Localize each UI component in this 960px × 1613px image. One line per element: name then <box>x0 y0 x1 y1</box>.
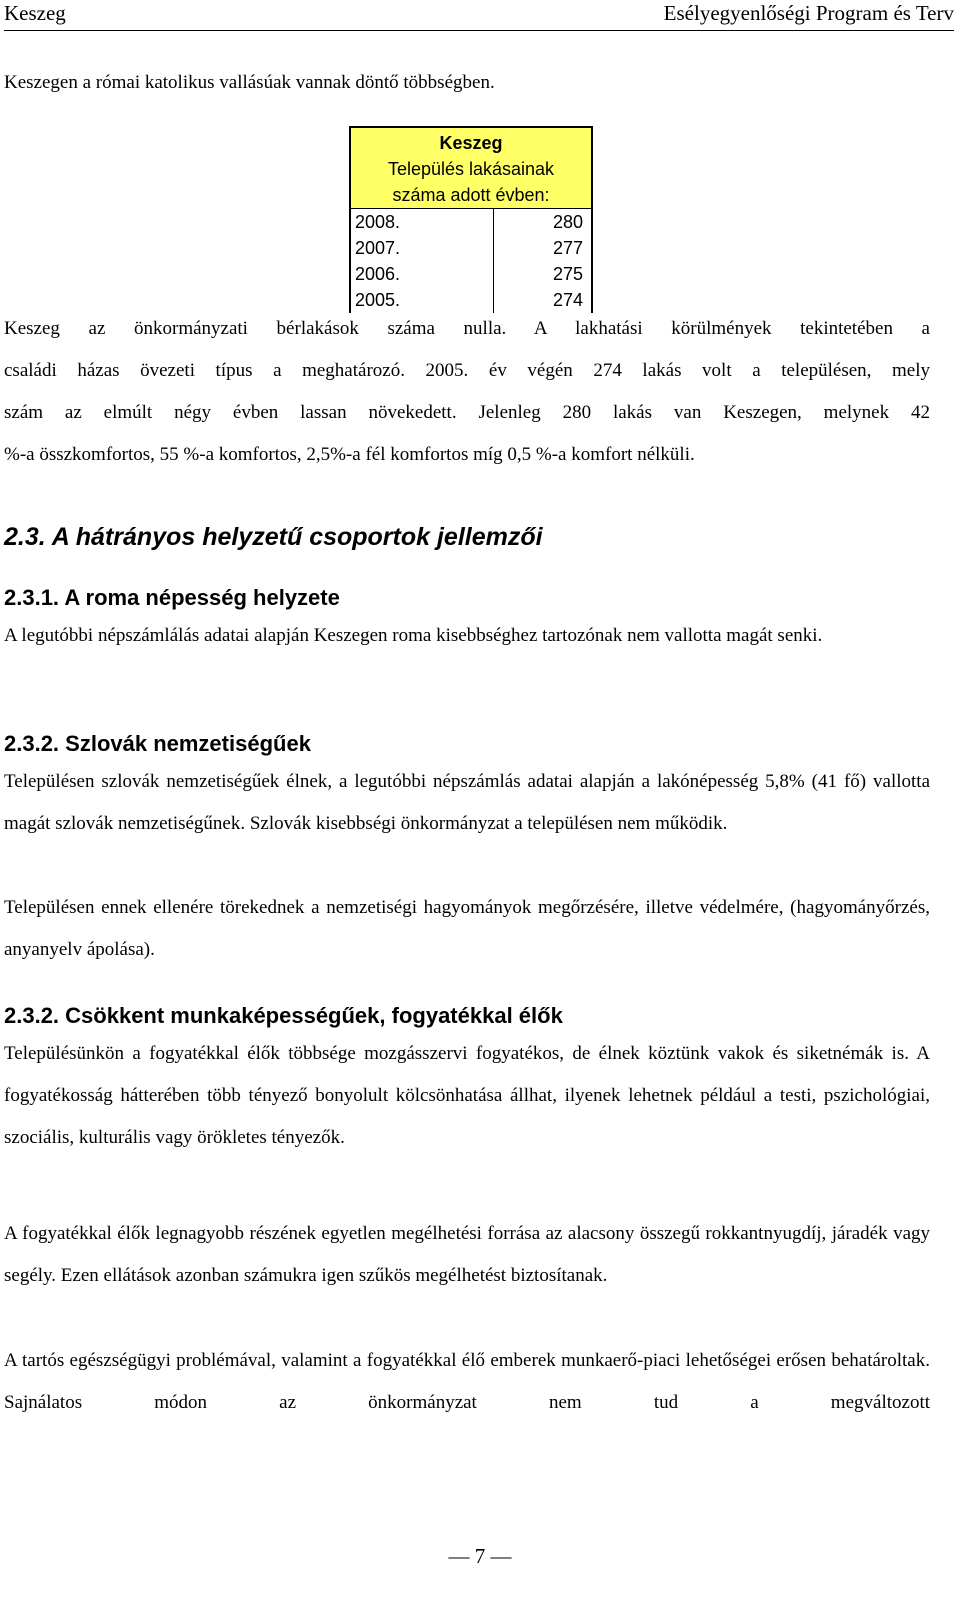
disabled-paragraph-2: A fogyatékkal élők legnagyobb részének egyetlen megélhetési forrása az alacsony összegű rokkantnyugdíj, járadék vagy segély. Ezen ellátások azonban számukra igen szűkös megélhetést biztosítanak. <box>4 1223 930 1286</box>
disabled-paragraph-3: A tartós egészségügyi problémával, valamint a fogyatékkal élő emberek munkaerő-piaci lehetőségei erősen behatároltak. Sajnálatos módon az önkormányzat nem tud a megváltozott <box>4 1350 930 1413</box>
table-year: 2006. <box>351 261 494 287</box>
table-year: 2007. <box>351 235 494 261</box>
table-year: 2008. <box>351 209 494 235</box>
disabled-paragraph-1: Településünkön a fogyatékkal élők többsége mozgásszervi fogyatékos, de élnek köztünk vakok és siketnémák is. A fogyatékosság hátterében több tényező bonyolult kölcsönhatása állhat, ilyenek lehetnek például a testi, pszichológiai, szociális, kulturális vagy örökletes tényezők. <box>4 1043 930 1148</box>
header-left: Keszeg <box>4 1 66 25</box>
housing-table <box>349 126 593 313</box>
section-heading-2-3-2-disabled: 2.3.2. Csökkent munkaképességűek, fogyatékkal élők <box>4 1003 563 1028</box>
table-value: 277 <box>552 238 583 258</box>
section-heading-2-3: 2.3. A hátrányos helyzetű csoportok jellemzői <box>4 523 543 551</box>
table-value: 275 <box>552 264 583 284</box>
roma-paragraph: A legutóbbi népszámlálás adatai alapján Keszegen roma kisebbséghez tartozónak nem vallotta magát senki. <box>4 625 823 646</box>
table-row <box>351 209 591 235</box>
housing-line-2: családi házas övezeti típus a meghatározó. 2005. év végén 274 lakás volt a településen, mely <box>4 360 930 381</box>
table-title: Keszeg <box>439 133 503 153</box>
header-right: Esélyegyenlőségi Program és Terv <box>663 1 954 25</box>
housing-line-3: szám az elmúlt négy évben lassan növekedett. Jelenleg 280 lakás van Keszegen, melynek 42 <box>4 402 930 423</box>
table-row <box>351 261 591 287</box>
section-heading-2-3-1: 2.3.1. A roma népesség helyzete <box>4 585 340 610</box>
slovak-paragraph-1: Településen szlovák nemzetiségűek élnek, a legutóbbi népszámlás adatai alapján a lakónépesség 5,8% (41 fő) vallotta magát szlovák nemzetiségűnek. Szlovák kisebbségi önkormányzat a településen nem működik. <box>4 771 930 834</box>
section-heading-2-3-2-slovak: 2.3.2. Szlovák nemzetiségűek <box>4 731 311 756</box>
table-year: 2005. <box>351 287 494 313</box>
page-footer <box>0 1544 960 1569</box>
table-subtitle-2: száma adott évben: <box>392 185 550 205</box>
slovak-paragraph-2: Településen ennek ellenére törekednek a nemzetiségi hagyományok megőrzésére, illetve védelmére, (hagyományőrzés, anyanyelv ápolása). <box>4 897 930 960</box>
page-header <box>4 0 954 31</box>
table-value: 274 <box>552 290 583 310</box>
housing-paragraph <box>4 308 930 476</box>
page-number: — 7 — <box>448 1544 512 1568</box>
table-header <box>351 128 591 209</box>
table-row <box>351 235 591 261</box>
housing-line-1: Keszeg az önkormányzati bérlakások száma nulla. A lakhatási körülmények tekintetében a <box>4 318 930 339</box>
intro-paragraph: Keszegen a római katolikus vallásúak vannak döntő többségben. <box>4 72 495 93</box>
table-subtitle-1: Település lakásainak <box>387 159 555 179</box>
table-value: 280 <box>552 212 583 232</box>
housing-line-4: %-a összkomfortos, 55 %-a komfortos, 2,5%-a fél komfortos míg 0,5 %-a komfort nélküli. <box>4 444 695 465</box>
